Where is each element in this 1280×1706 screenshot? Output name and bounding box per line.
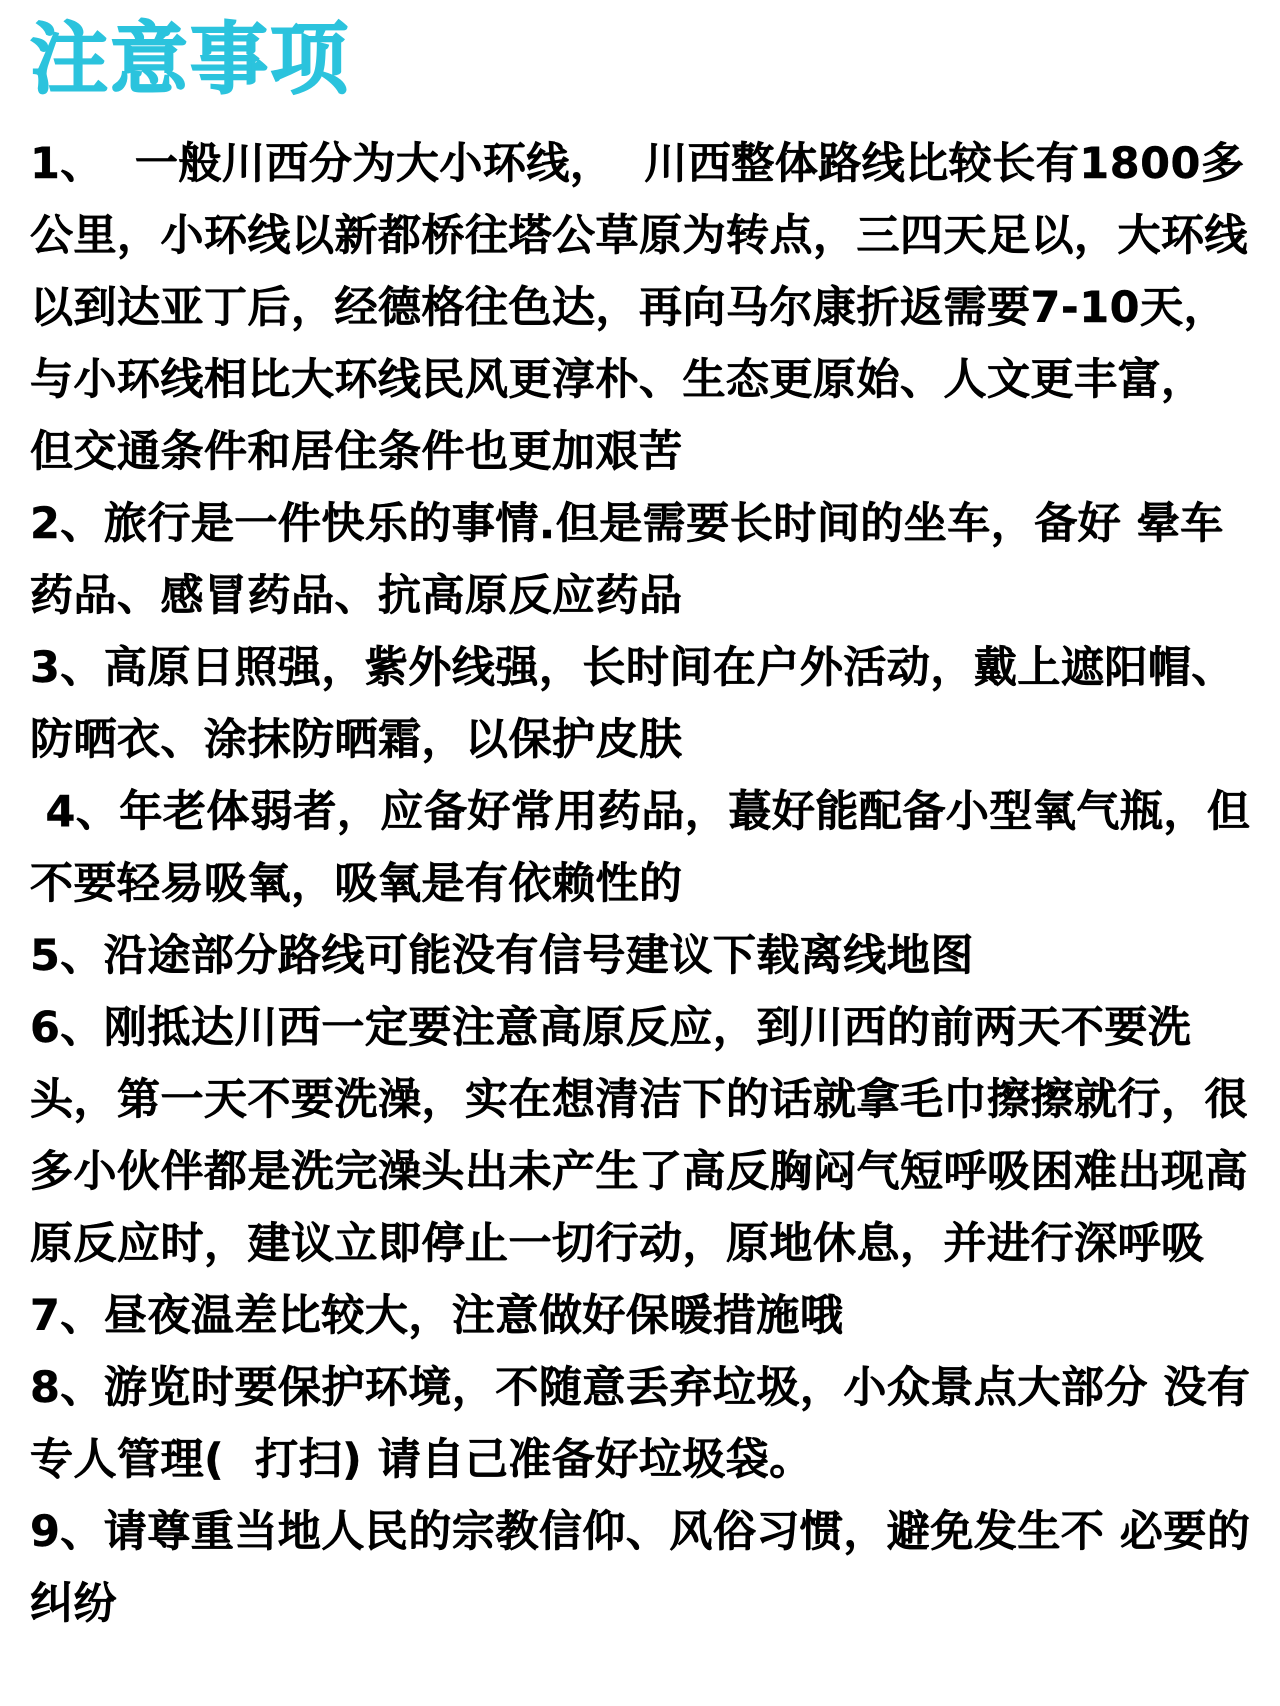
note-item-5: 5、沿途部分路线可能没有信号建议下载离线地图 <box>30 931 974 981</box>
page-title: 注意事项 <box>30 15 351 105</box>
note-item-7: 7、昼夜温差比较大，注意做好保暖措施哦 <box>30 1291 844 1341</box>
note-item-3: 3、高原日照强，紫外线强，长时间在户外活动，戴上遮阳帽、防晒衣、涂抹防晒霜，以保护皮肤 <box>30 643 1235 765</box>
note-item-8: 8、游览时要保护环境，不随意丢弃垃圾，小众景点大部分 没有专人管理( 打扫) 请自己准备好垃圾袋。 <box>30 1363 1251 1485</box>
note-item-1: 1、 一般川西分为大小环线， 川西整体路线比较长有1800多公里，小环线以新都桥往塔公草原为转点，三四天足以，大环线以到达亚丁后，经德格往色达，再向马尔康折返需要7-10天， 与小环线相比大环线民风更淳朴、生态更原始、人文更丰富， 但交通条件和居住条件也更加艰苦 <box>30 139 1259 477</box>
note-item-4: 4、年老体弱者，应备好常用药品，蕞好能配备小型氧气瓶，但不要轻易吸氧，吸氧是有依赖性的 <box>30 787 1251 909</box>
note-item-9: 9、请尊重当地人民的宗教信仰、风俗习惯，避免发生不 必要的纠纷 <box>30 1507 1251 1629</box>
notes-list <box>30 128 1259 1640</box>
note-item-6: 6、刚抵达川西一定要注意高原反应，到川西的前两天不要洗头，第一天不要洗澡，实在想清洁下的话就拿毛巾擦擦就行，很多小伙伴都是洗完澡头出未产生了高反胸闷气短呼吸困难出现高原反应时，建议立即停止一切行动，原地休息，并进行深呼吸 <box>30 1003 1248 1269</box>
note-item-2: 2、旅行是一件快乐的事情.但是需要长时间的坐车，备好 晕车药品、感冒药品、抗高原反应药品 <box>30 499 1224 621</box>
